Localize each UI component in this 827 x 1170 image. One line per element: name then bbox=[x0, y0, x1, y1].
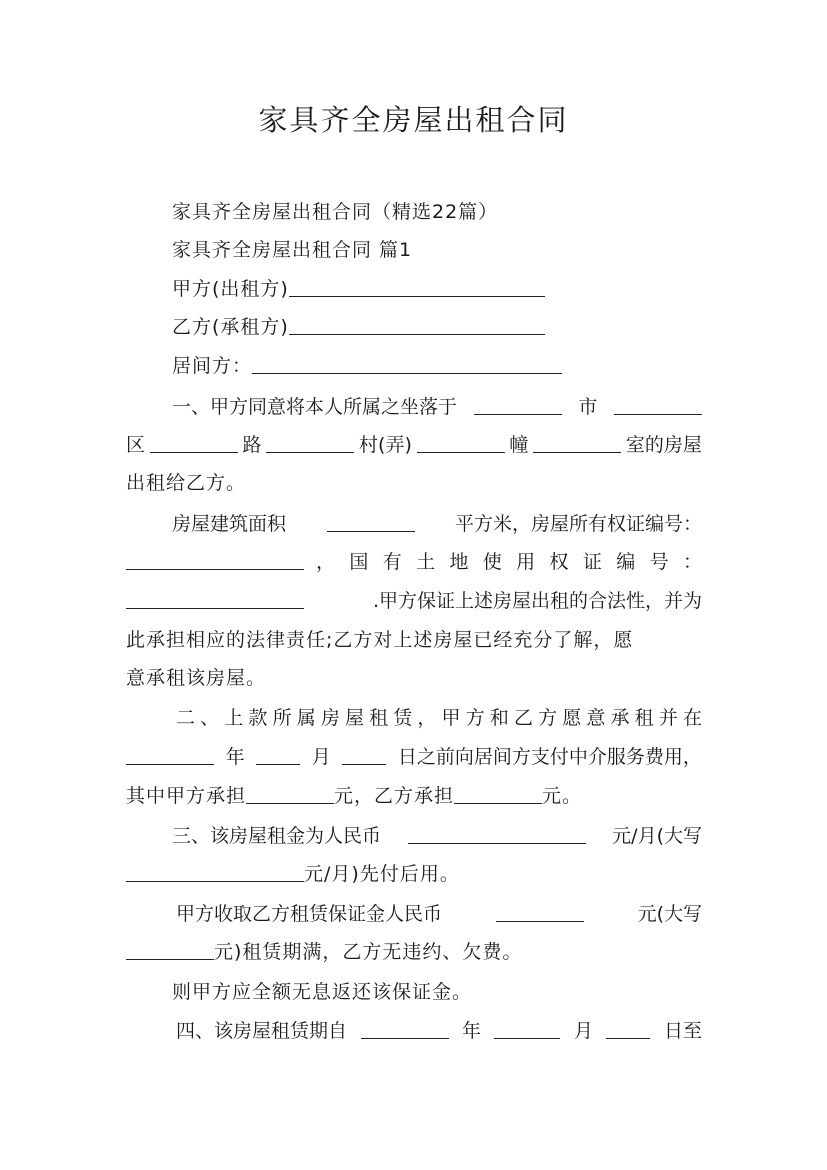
liability-line: 此承担相应的法律责任;乙方对上述房屋已经充分了解，愿 bbox=[126, 629, 634, 651]
blank bbox=[454, 784, 542, 804]
clause-2-text: 元。 bbox=[542, 785, 583, 807]
year-label: 年 bbox=[225, 746, 245, 768]
party-a-blank bbox=[289, 277, 545, 297]
clause-2-line-2 bbox=[126, 745, 702, 769]
deposit-line-2 bbox=[126, 940, 702, 964]
deposit-return-line: 则甲方应全额无息返还该保证金。 bbox=[172, 981, 473, 1003]
blank bbox=[150, 433, 238, 453]
blank bbox=[408, 824, 586, 844]
clause-1-line-2 bbox=[126, 433, 702, 457]
blank bbox=[496, 902, 584, 922]
blank bbox=[361, 1019, 449, 1039]
subtitle: 家具齐全房屋出租合同（精选22篇） bbox=[172, 201, 499, 223]
blank bbox=[256, 745, 300, 765]
land-cert-line bbox=[126, 550, 702, 574]
clause-1-text: 幢 bbox=[509, 434, 529, 456]
clause-2-text: 日之前向居间方支付中介服务费用， bbox=[397, 746, 702, 768]
clause-2-line-3 bbox=[126, 784, 702, 808]
clause-1-line-3: 出租给乙方。 bbox=[126, 472, 247, 494]
area-text: 平方米，房屋所有权证编号： bbox=[454, 513, 702, 535]
blank bbox=[614, 395, 702, 415]
blank bbox=[126, 550, 304, 570]
blank bbox=[266, 433, 354, 453]
area-line bbox=[172, 512, 702, 536]
month-label: 月 bbox=[573, 1020, 593, 1042]
clause-3-text: 三、该房屋租金为人民币 bbox=[172, 825, 382, 847]
blank bbox=[606, 1019, 650, 1039]
clause-1-text: 区 bbox=[126, 434, 146, 456]
deposit-text: 甲方收取乙方租赁保证金人民币 bbox=[176, 903, 443, 925]
blank bbox=[417, 433, 505, 453]
deposit-text: 元(大写 bbox=[637, 903, 702, 925]
clause-2-line-1: 二 、 上 款 所 属 房 屋 租 赁 ， 甲 方 和 乙 方 愿 意 承 租 并 在 bbox=[176, 707, 702, 729]
accept-line: 意承租该房屋。 bbox=[126, 667, 267, 689]
broker-line bbox=[172, 354, 702, 378]
party-b-line bbox=[172, 315, 702, 339]
party-a-label: 甲方(出租方) bbox=[172, 278, 289, 300]
clause-2-text: 元，乙方承担 bbox=[334, 785, 455, 807]
guarantee-line bbox=[126, 589, 702, 613]
broker-label: 居间方： bbox=[172, 355, 253, 377]
guarantee-text: .甲方保证上述房屋出租的合法性，并为 bbox=[372, 590, 702, 612]
blank bbox=[342, 745, 386, 765]
clause-4-text: 日至 bbox=[663, 1020, 702, 1042]
clause-4-text: 四、该房屋租赁期自 bbox=[176, 1020, 348, 1042]
blank bbox=[126, 589, 304, 609]
blank bbox=[494, 1019, 560, 1039]
party-b-blank bbox=[289, 315, 545, 335]
blank bbox=[474, 395, 562, 415]
clause-1-text: 室的房屋 bbox=[625, 434, 702, 456]
clause-1-text: 一、甲方同意将本人所属之坐落于 bbox=[172, 396, 458, 418]
clause-1-line-1 bbox=[172, 395, 702, 419]
party-b-label: 乙方(承租方) bbox=[172, 316, 289, 338]
clause-1-text: 路 bbox=[242, 434, 262, 456]
blank bbox=[126, 862, 304, 882]
clause-3-line-2 bbox=[126, 862, 702, 886]
document-title: 家具齐全房屋出租合同 bbox=[258, 103, 569, 137]
clause-3-text: 元/月(大写 bbox=[612, 825, 702, 847]
clause-4-line-1 bbox=[176, 1019, 702, 1043]
deposit-line-1 bbox=[176, 902, 702, 926]
clause-3-text: 元/月)先付后用。 bbox=[304, 863, 460, 885]
section-heading: 家具齐全房屋出租合同 篇1 bbox=[172, 239, 413, 261]
clause-1-text: 村(弄) bbox=[359, 434, 412, 456]
deposit-text: 元)租赁期满，乙方无违约、欠费。 bbox=[214, 941, 523, 963]
clause-3-line-1 bbox=[172, 824, 702, 848]
blank bbox=[327, 512, 415, 532]
broker-blank bbox=[252, 354, 562, 374]
area-text: 房屋建筑面积 bbox=[172, 513, 287, 535]
blank bbox=[246, 784, 334, 804]
clause-2-text: 其中甲方承担 bbox=[126, 785, 247, 807]
blank bbox=[126, 940, 214, 960]
land-cert-text: ， 国 有 土 地 使 用 权 证 编 号 ： bbox=[316, 551, 702, 573]
party-a-line bbox=[172, 277, 702, 301]
blank bbox=[126, 745, 214, 765]
clause-1-text: 市 bbox=[578, 396, 598, 418]
blank bbox=[533, 433, 621, 453]
year-label: 年 bbox=[461, 1020, 481, 1042]
month-label: 月 bbox=[311, 746, 331, 768]
